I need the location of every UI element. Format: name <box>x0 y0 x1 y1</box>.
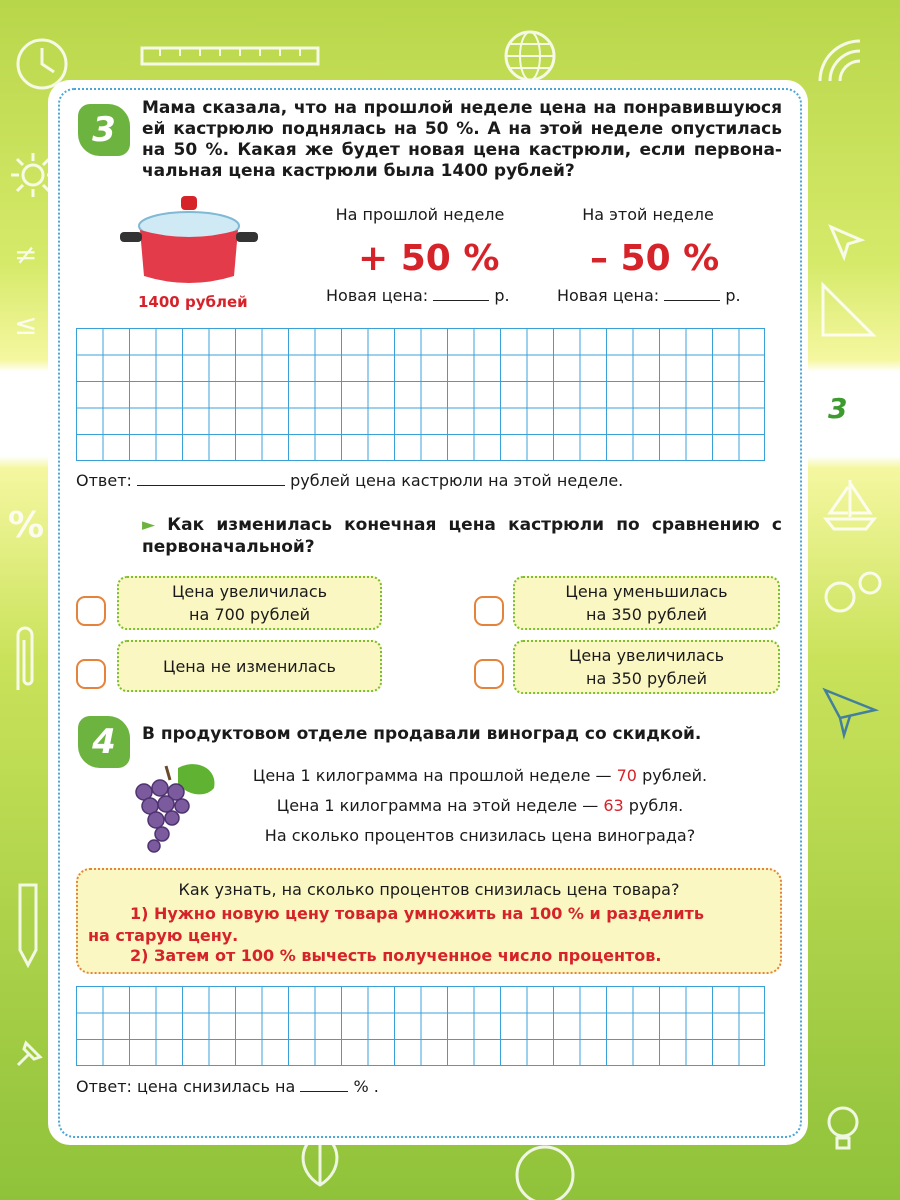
lightbulb-icon <box>818 1100 868 1160</box>
this-week-new-price <box>557 286 741 305</box>
line-1-suffix: рублей. <box>642 766 708 785</box>
option-4-line2: на 350 рублей <box>586 669 707 688</box>
new-price-suffix: р. <box>725 286 741 305</box>
task-4-line-1 <box>230 766 730 785</box>
option-checkbox-4[interactable] <box>474 659 504 689</box>
less-equal-icon: ≤ <box>14 308 38 341</box>
gears-icon <box>818 565 888 625</box>
line-2-prefix: Цена 1 килограмма на этой неделе — <box>276 796 599 815</box>
hint-step-1b: на старую цену. <box>88 926 239 945</box>
hint-step-2: 2) Затем от 100 % вычесть полученное число процентов. <box>130 946 662 965</box>
option-1[interactable] <box>117 576 382 630</box>
option-2[interactable] <box>513 576 780 630</box>
line-2-value: 63 <box>603 796 624 815</box>
wifi-icon <box>815 36 875 86</box>
new-price-prefix: Новая цена: <box>326 286 429 305</box>
option-checkbox-1[interactable] <box>76 596 106 626</box>
task-4-badge: 4 <box>78 716 130 768</box>
new-price-suffix: р. <box>494 286 510 305</box>
new-price-blank[interactable] <box>433 300 489 301</box>
task-4-answer <box>76 1077 379 1096</box>
this-week-label: На этой неделе <box>582 205 714 224</box>
answer-suffix: % . <box>353 1077 379 1096</box>
globe-icon <box>500 26 560 86</box>
option-3[interactable] <box>117 640 382 692</box>
pencil-icon <box>8 880 48 970</box>
last-week-new-price <box>326 286 510 305</box>
grapes-icon <box>126 758 222 854</box>
cursor-icon <box>826 222 866 262</box>
task-4-text: В продуктовом отделе продавали виноград со скидкой. <box>142 724 702 744</box>
line-2-suffix: рубля. <box>628 796 684 815</box>
option-checkbox-3[interactable] <box>76 659 106 689</box>
task-3-grid[interactable] <box>76 328 765 461</box>
task-4-line-3: На сколько процентов снизилась цена винограда? <box>264 826 696 845</box>
answer-blank[interactable] <box>300 1091 348 1092</box>
option-4-line1: Цена увеличилась <box>568 646 725 665</box>
task-3-badge: 3 <box>78 104 130 156</box>
option-1-line2: на 700 рублей <box>189 605 310 624</box>
new-price-blank[interactable] <box>664 300 720 301</box>
paper-plane-icon <box>820 680 880 740</box>
last-week-label: На прошлой неделе <box>335 205 505 224</box>
arrow-icon: ► <box>142 515 156 535</box>
this-week-change: – 50 % <box>590 238 720 279</box>
pot-icon <box>118 190 260 290</box>
option-1-line1: Цена увеличилась <box>171 582 328 601</box>
answer-suffix: рублей цена кастрюли на этой неделе. <box>290 471 624 490</box>
pushpin-icon <box>8 1035 48 1075</box>
option-4[interactable] <box>513 640 780 694</box>
task-4-grid[interactable] <box>76 986 765 1066</box>
task-3-text: Мама сказала, что на прошлой неделе цена на понравившуюся ей кастрюлю поднялась на 50 %. А на этой неделе опустилась на 50 %. Какая же будет новая цена кастрюли, если первона-чальная цена кастрюли была 1400 рублей? <box>142 98 782 181</box>
percent-icon: % <box>8 505 45 546</box>
task-4-line-2 <box>230 796 730 815</box>
sailboat-icon <box>820 475 880 535</box>
line-1-value: 70 <box>616 766 637 785</box>
ruler-icon <box>140 40 320 70</box>
ball-icon <box>510 1140 580 1200</box>
hint-step-1a: 1) Нужно новую цену товара умножить на 100 % и разделить <box>130 904 704 923</box>
task-3-question-text: Как изменилась конечная цена кастрюли по сравнению с первоначальной? <box>142 515 782 557</box>
task-3-question <box>142 514 782 558</box>
new-price-prefix: Новая цена: <box>557 286 660 305</box>
triangle-ruler-icon <box>818 280 878 340</box>
not-equal-icon: ≠ <box>14 238 38 271</box>
answer-prefix: Ответ: <box>76 471 132 490</box>
page-number: 3 <box>828 392 848 425</box>
line-1-prefix: Цена 1 килограмма на прошлой неделе — <box>252 766 612 785</box>
answer-blank[interactable] <box>137 485 285 486</box>
hint-title: Как узнать, на сколько процентов снизилась цена товара? <box>178 880 680 899</box>
last-week-change: + 50 % <box>358 238 500 279</box>
task-3-answer <box>76 471 623 490</box>
option-3-line1: Цена не изменилась <box>163 656 336 676</box>
option-2-line2: на 350 рублей <box>586 605 707 624</box>
answer-prefix: Ответ: цена снизилась на <box>76 1077 296 1096</box>
paperclip-icon <box>10 620 40 700</box>
option-checkbox-2[interactable] <box>474 596 504 626</box>
option-2-line1: Цена уменьшилась <box>565 582 728 601</box>
pot-price: 1400 рублей <box>138 293 248 311</box>
